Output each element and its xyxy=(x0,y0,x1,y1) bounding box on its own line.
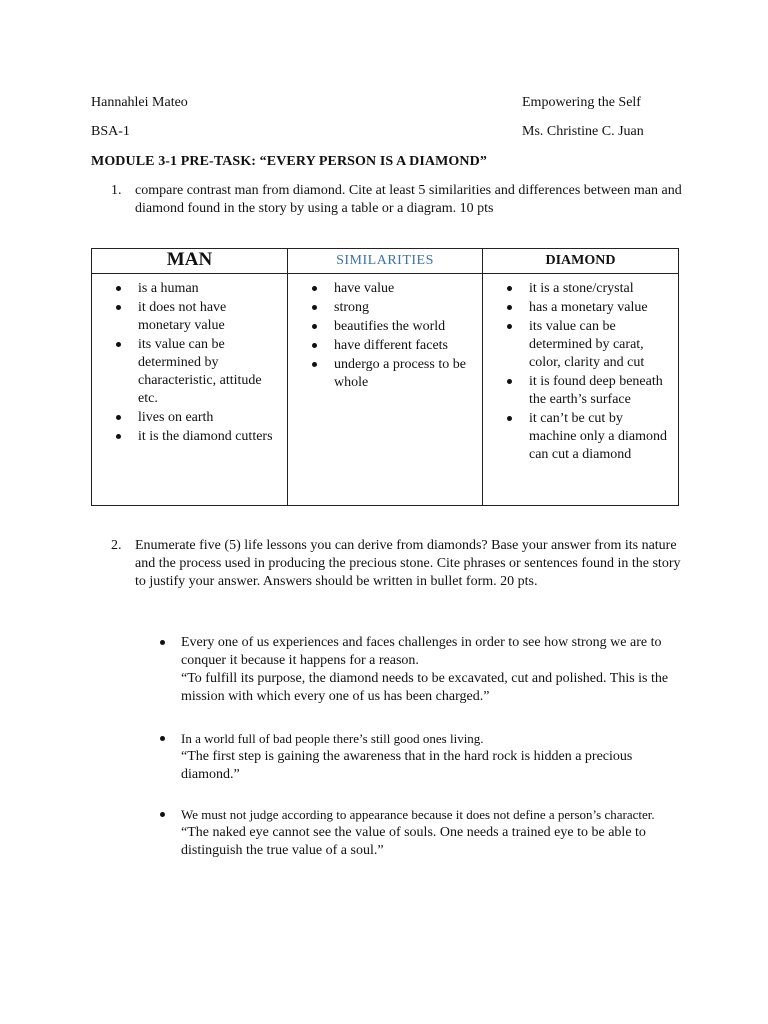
student-name: Hannahlei Mateo xyxy=(91,95,188,110)
bullet-icon xyxy=(160,640,165,645)
lesson-text: We must not judge according to appearance because it does not define a person’s character. xyxy=(181,807,655,822)
student-section: BSA-1 xyxy=(91,124,130,139)
question-2 xyxy=(111,537,686,591)
comparison-table xyxy=(91,248,679,506)
table-header-row xyxy=(92,249,679,274)
lesson-text: In a world full of bad people there’s still good ones living. xyxy=(181,731,484,746)
course-name: Empowering the Self xyxy=(522,95,641,110)
table-body-row xyxy=(92,274,679,506)
lesson-text: Every one of us experiences and faces challenges in order to see how strong we are to conquer it because it happens for a reason. xyxy=(181,635,662,668)
header-similarities-label: SIMILARITIES xyxy=(336,253,434,268)
similarities-column xyxy=(288,274,483,506)
header-diamond-label: DIAMOND xyxy=(545,253,616,268)
header-man xyxy=(92,249,288,274)
lesson-quote: “The naked eye cannot see the value of souls. One needs a trained eye to be able to distinguish the true value of a soul.” xyxy=(181,825,646,858)
lesson-item xyxy=(160,730,680,784)
list-item: it does not have monetary value xyxy=(138,299,281,335)
question-1 xyxy=(111,182,686,218)
lesson-quote: “To fulfill its purpose, the diamond needs to be excavated, cut and polished. This is the mission with which every one of us has been charged.” xyxy=(181,671,669,704)
list-item: its value can be determined by characteristic, attitude etc. xyxy=(138,336,281,408)
list-item: its value can be determined by carat, color, clarity and cut xyxy=(529,318,672,372)
lesson-item xyxy=(160,806,680,860)
lesson-quote: “The first step is gaining the awareness that in the hard rock is hidden a precious diamond.” xyxy=(181,749,633,782)
bullet-icon xyxy=(160,812,165,817)
instructor-name: Ms. Christine C. Juan xyxy=(522,124,644,139)
man-column xyxy=(92,274,288,506)
list-item: has a monetary value xyxy=(529,299,672,317)
list-item: lives on earth xyxy=(138,409,281,427)
list-item: it is found deep beneath the earth’s surface xyxy=(529,373,672,409)
list-item: it is the diamond cutters xyxy=(138,428,281,446)
module-title: MODULE 3-1 PRE-TASK: “EVERY PERSON IS A DIAMOND” xyxy=(91,154,487,169)
list-item: beautifies the world xyxy=(334,318,476,336)
list-item: have different facets xyxy=(334,337,476,355)
question-2-text: Enumerate five (5) life lessons you can derive from diamonds? Base your answer from its nature and the process used in producing the precious stone. Cite phrases or sentences found in the story to justify your answer. Answers should be written in bullet form. 20 pts. xyxy=(135,538,681,589)
list-item: strong xyxy=(334,299,476,317)
similarities-list xyxy=(288,280,482,392)
diamond-list xyxy=(483,280,678,464)
question-2-number: 2. xyxy=(111,538,122,553)
question-1-number: 1. xyxy=(111,183,122,198)
diamond-column xyxy=(483,274,679,506)
list-item: undergo a process to be whole xyxy=(334,356,476,392)
bullet-icon xyxy=(160,736,165,741)
lesson-item xyxy=(160,634,680,706)
header-man-label: MAN xyxy=(166,249,213,270)
list-item: have value xyxy=(334,280,476,298)
man-list xyxy=(92,280,287,446)
list-item: it is a stone/crystal xyxy=(529,280,672,298)
list-item: is a human xyxy=(138,280,281,298)
header-similarities xyxy=(288,249,483,274)
header-diamond xyxy=(483,249,679,274)
question-1-text: compare contrast man from diamond. Cite at least 5 similarities and differences between man and diamond found in the story by using a table or a diagram. 10 pts xyxy=(135,183,682,216)
list-item: it can’t be cut by machine only a diamond can cut a diamond xyxy=(529,410,672,464)
